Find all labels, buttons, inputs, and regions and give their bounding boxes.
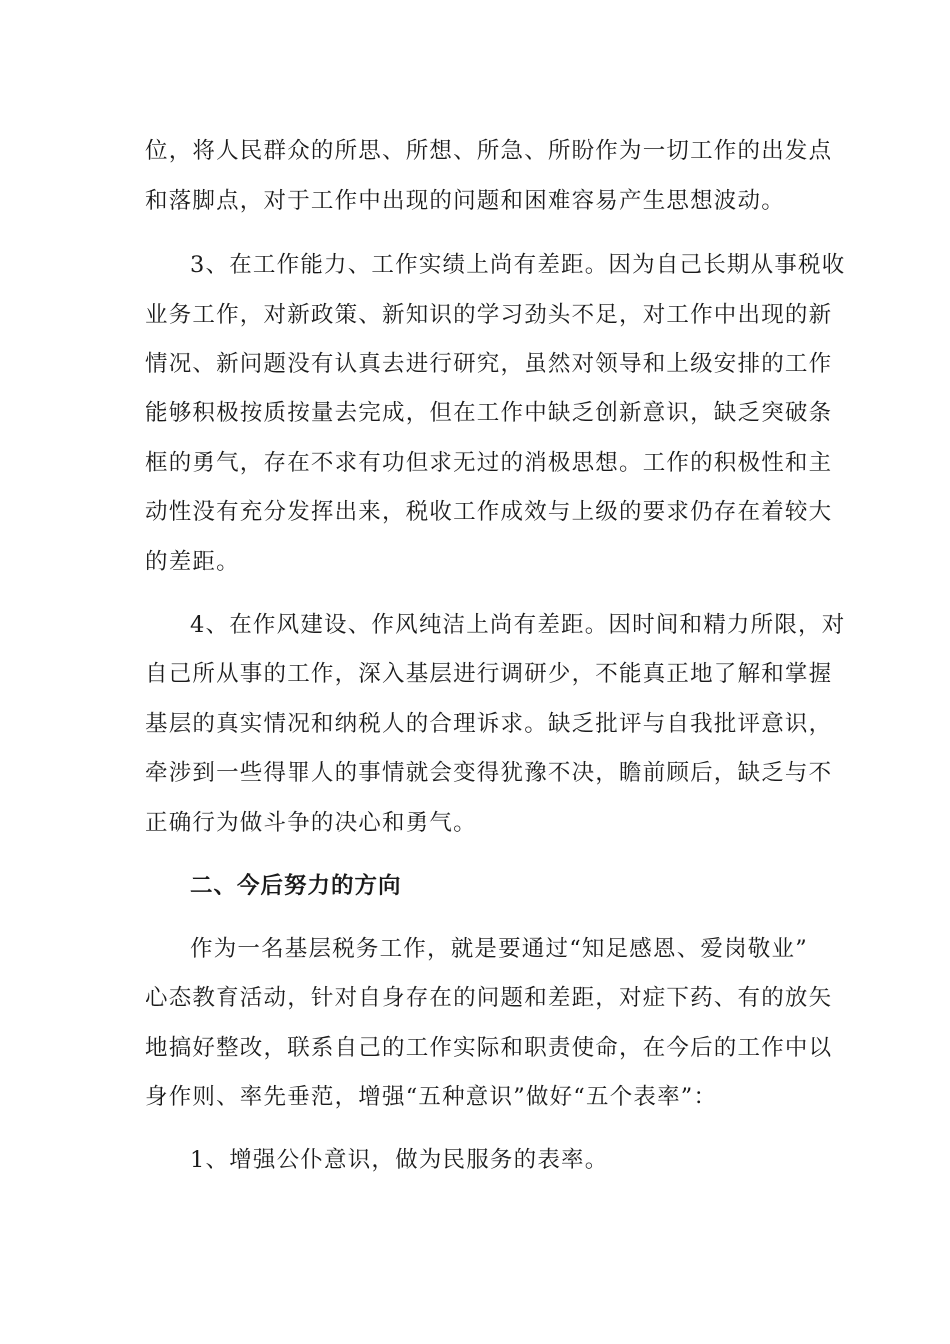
paragraph-2-line-3: 情况、新问题没有认真去进行研究，虽然对领导和上级安排的工作 xyxy=(145,351,833,377)
paragraph-2-line-7: 的差距。 xyxy=(145,549,240,575)
paragraph-2-line-4: 能够积极按质按量去完成，但在工作中缺乏创新意识，缺乏突破条 xyxy=(145,400,833,426)
paragraph-3-line-3: 基层的真实情况和纳税人的合理诉求。缺乏批评与自我批评意识， xyxy=(145,711,833,737)
paragraph-2-line-5: 框的勇气，存在不求有功但求无过的消极思想。工作的积极性和主 xyxy=(145,450,833,476)
paragraph-1-line-1: 位，将人民群众的所思、所想、所急、所盼作为一切工作的出发点 xyxy=(145,138,833,164)
paragraph-4-line-4: 身作则、率先垂范，增强“五种意识”做好“五个表率”： xyxy=(145,1084,718,1110)
paragraph-3-line-2: 自己所从事的工作，深入基层进行调研少，不能真正地了解和掌握 xyxy=(145,661,833,687)
paragraph-3-line-4: 牵涉到一些得罪人的事情就会变得犹豫不决，瞻前顾后，缺乏与不 xyxy=(145,760,833,786)
paragraph-4-line-3: 地搞好整改，联系自己的工作实际和职责使命，在今后的工作中以 xyxy=(145,1035,833,1061)
paragraph-4-line-2: 心态教育活动，针对自身存在的问题和差距，对症下药、有的放矢 xyxy=(145,985,833,1011)
paragraph-5-line-1: 1、增强公仆意识，做为民服务的表率。 xyxy=(190,1147,609,1173)
paragraph-1-line-2: 和落脚点，对于工作中出现的问题和困难容易产生思想波动。 xyxy=(145,188,785,214)
paragraph-2-line-2: 业务工作，对新政策、新知识的学习劲头不足，对工作中出现的新 xyxy=(145,302,833,328)
paragraph-3-line-1: 4、在作风建设、作风纯洁上尚有差距。因时间和精力所限，对 xyxy=(190,612,846,638)
paragraph-4-line-1: 作为一名基层税务工作，就是要通过“知足感恩、爱岗敬业” xyxy=(190,936,808,962)
paragraph-2-line-1: 3、在工作能力、工作实绩上尚有差距。因为自己长期从事税收 xyxy=(190,252,846,278)
paragraph-3-line-5: 正确行为做斗争的决心和勇气。 xyxy=(145,810,477,836)
section-heading: 二、今后努力的方向 xyxy=(190,873,402,899)
paragraph-2-line-6: 动性没有充分发挥出来，税收工作成效与上级的要求仍存在着较大 xyxy=(145,499,833,525)
